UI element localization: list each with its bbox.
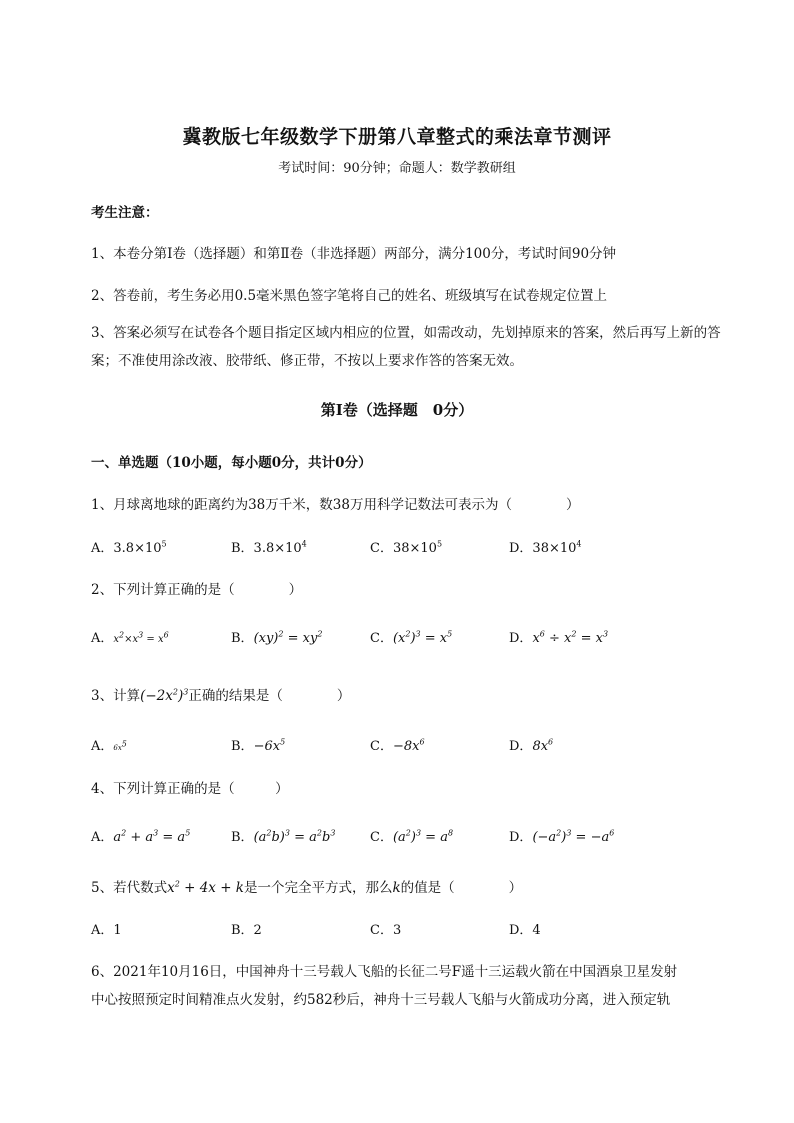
q4-option-a-label: A． — [91, 830, 114, 845]
notice-item-1: 1、本卷分第I卷（选择题）和第Ⅱ卷（非选择题）两部分，满分100分，考试时间90分钟 — [91, 246, 617, 262]
q4-option-a[interactable] — [91, 826, 190, 845]
q3-stem-math: $(-2x^2)^3$ — [140, 687, 189, 704]
q3-option-c-math: $-8x^6$ — [392, 737, 425, 754]
q2-option-a[interactable] — [91, 627, 169, 646]
q5-stem-mid: 是一个完全平方式，那么 — [243, 880, 393, 896]
page-title: 冀教版七年级数学下册第八章整式的乘法章节测评 — [182, 126, 612, 148]
q3-stem-pre: 3、计算 — [91, 688, 141, 704]
q3-stem-post: 正确的结果是（ ） — [188, 688, 351, 704]
q2-option-b-math: $(xy)^2 = xy^2$ — [253, 629, 323, 646]
q1-option-a-text: A．3.8×10 — [91, 541, 162, 556]
exam-info: 考试时间：90分钟；命题人：数学教研组 — [278, 161, 516, 176]
notice-item-3: 3、答案必须写在试卷各个题目指定区域内相应的位置，如需改动，先划掉原来的答案，然后再写上新的答案；不准使用涂改液、胶带纸、修正带，不按以上要求作答的答案无效。 — [91, 325, 721, 369]
q5-stem-pre: 5、若代数式 — [91, 880, 168, 896]
q3-option-c[interactable] — [370, 735, 425, 754]
q3-option-d-math: $8x^6$ — [532, 737, 554, 754]
q5-option-b[interactable]: B．2 — [231, 923, 262, 938]
question-6-line-1: 6、2021年10月16日，中国神舟十三号载人飞船的长征二号F遥十三运载火箭在中国酒泉卫星发射 — [91, 964, 678, 980]
q4-option-d[interactable] — [509, 826, 614, 845]
q1-option-c[interactable] — [370, 537, 442, 556]
section-title: 第I卷（选择题 0分） — [320, 401, 474, 419]
q4-option-c-math: $(a^2)^3 = a^8$ — [392, 828, 454, 845]
q4-option-b[interactable] — [231, 826, 335, 845]
q2-option-d[interactable] — [509, 627, 608, 646]
q5-option-c[interactable]: C．3 — [370, 923, 402, 938]
q3-option-a-label: A． — [91, 739, 114, 754]
question-1-stem: 1、月球离地球的距离约为38万千米，数38万用科学记数法可表示为（ ） — [91, 497, 580, 513]
q4-option-d-label: D． — [509, 830, 533, 845]
question-3-stem — [91, 684, 350, 704]
q3-option-c-label: C． — [370, 739, 393, 754]
q1-option-b[interactable] — [231, 537, 307, 556]
q1-option-a-exp: 5 — [161, 539, 167, 549]
q2-option-d-label: D． — [509, 631, 533, 646]
q4-option-d-math: $(-a^2)^3 = -a^6$ — [532, 828, 615, 845]
q5-stem-math-2: k — [392, 880, 401, 896]
q1-option-c-text: C．38×10 — [370, 541, 437, 556]
q3-option-b-math: $-6x^5$ — [253, 737, 286, 754]
question-4-stem: 4、下列计算正确的是（ ） — [91, 781, 289, 797]
q1-option-d-text: D．38×10 — [509, 541, 577, 556]
q2-option-b[interactable] — [231, 627, 322, 646]
q3-option-d-label: D． — [509, 739, 533, 754]
q4-option-b-label: B． — [231, 830, 254, 845]
q1-option-d[interactable] — [509, 537, 582, 556]
q4-option-c[interactable] — [370, 826, 453, 845]
q2-option-c[interactable] — [370, 627, 452, 646]
q2-option-b-label: B． — [231, 631, 254, 646]
q1-option-c-exp: 5 — [436, 539, 443, 549]
q3-option-a-math: $6x^5$ — [113, 739, 127, 752]
q1-option-b-text: B．3.8×10 — [231, 541, 302, 556]
q4-option-c-label: C． — [370, 830, 393, 845]
q5-option-d[interactable]: D．4 — [509, 923, 541, 938]
q5-option-a[interactable]: A．1 — [91, 923, 122, 938]
q2-option-a-math: $x^2\times x^3 = x^6$ — [113, 630, 169, 645]
question-2-stem: 2、下列计算正确的是（ ） — [91, 582, 303, 598]
q3-option-a[interactable] — [91, 735, 127, 754]
q3-option-b-label: B． — [231, 739, 254, 754]
q2-option-c-math: $(x^2)^3 = x^5$ — [392, 629, 453, 646]
q2-option-d-math: $x^6 \div x^2 = x^3$ — [532, 629, 609, 646]
q1-option-b-exp: 4 — [301, 539, 307, 549]
q2-option-c-label: C． — [370, 631, 393, 646]
q3-option-b[interactable] — [231, 735, 285, 754]
notice-item-2: 2、答卷前，考生务必用0.5毫米黑色签字笔将自己的姓名、班级填写在试卷规定位置上 — [91, 288, 608, 304]
q4-option-a-math: $a^2 + a^3 = a^5$ — [113, 828, 191, 845]
q1-option-a[interactable] — [91, 537, 167, 556]
q5-stem-post: 的值是（ ） — [400, 880, 523, 896]
question-6-line-2: 中心按照预定时间精准点火发射，约582秒后，神舟十三号载人飞船与火箭成功分离，进入预定轨 — [91, 992, 671, 1008]
q2-option-a-label: A． — [91, 631, 114, 646]
q3-option-d[interactable] — [509, 735, 553, 754]
question-5-stem — [91, 876, 522, 896]
q4-option-b-math: $(a^2b)^3 = a^2b^3$ — [253, 828, 336, 845]
q1-option-d-exp: 4 — [576, 539, 582, 549]
q5-stem-math-1: $x^2 + 4x + k$ — [167, 879, 244, 896]
part-heading: 一、单选题（10小题，每小题0分，共计0分） — [91, 455, 372, 471]
notice-heading: 考生注意： — [91, 205, 159, 221]
